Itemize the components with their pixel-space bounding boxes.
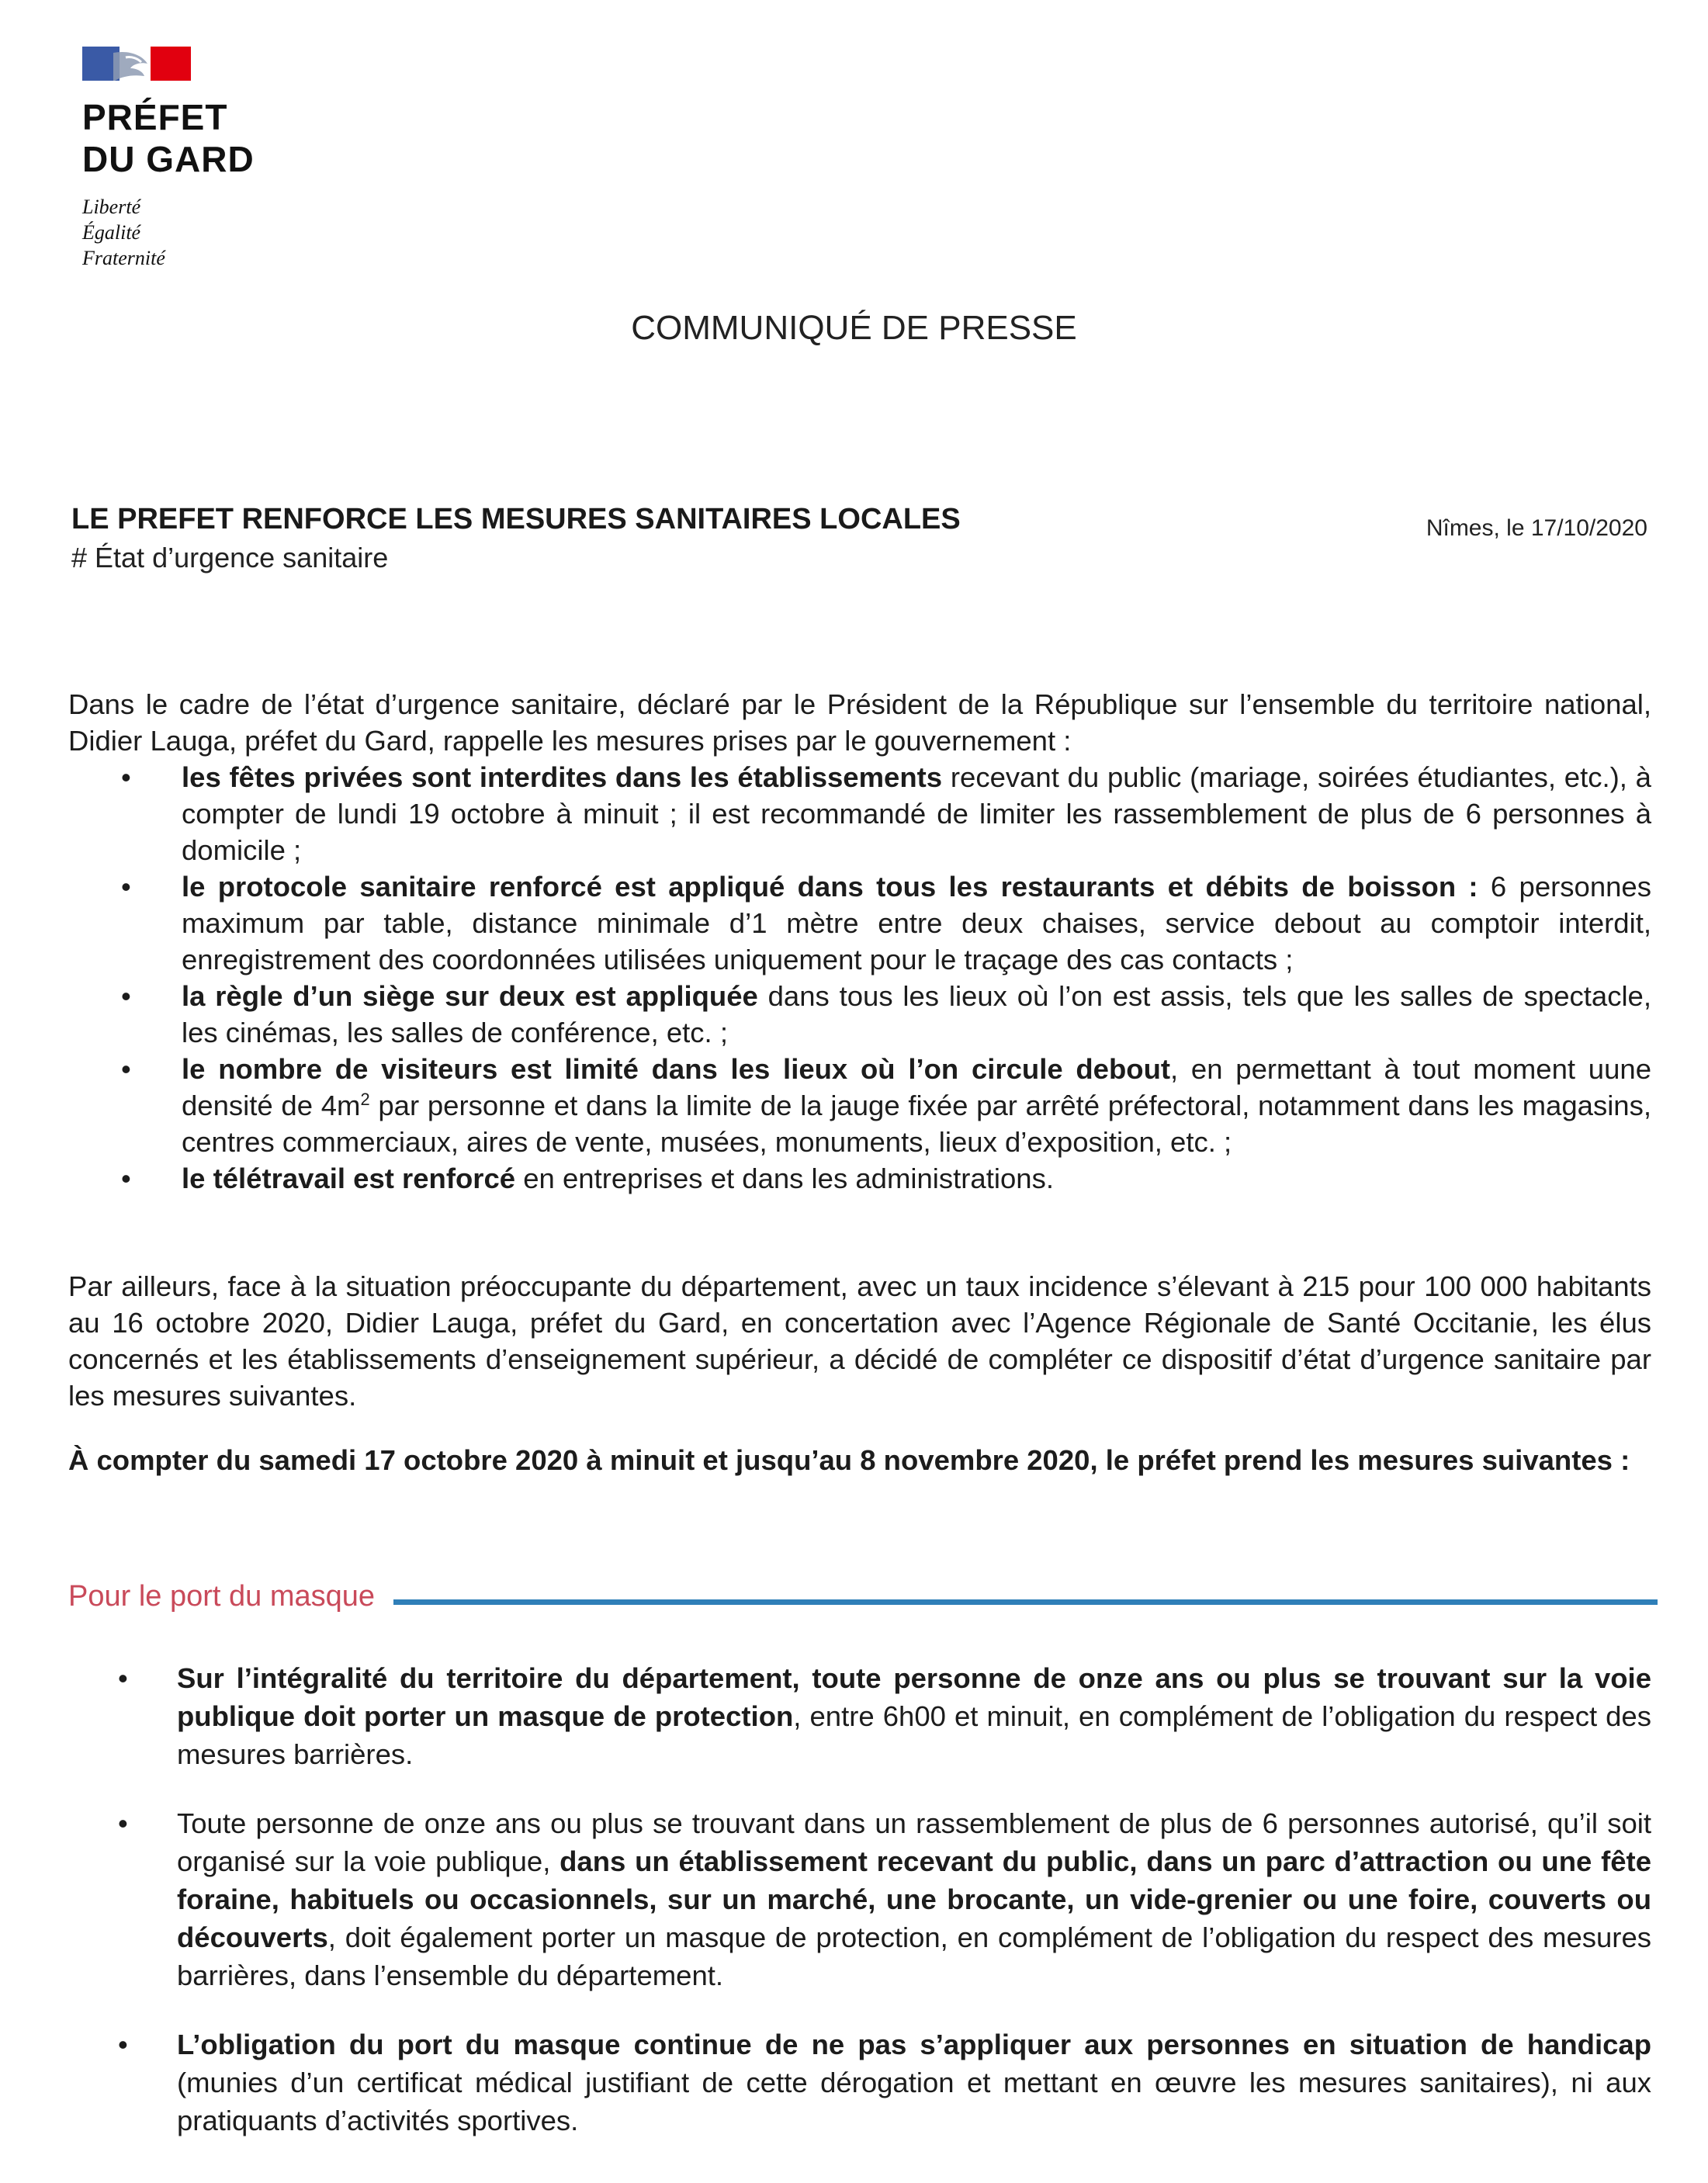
motto-fraternite: Fraternité	[82, 247, 165, 269]
measure-text: (munies d’un certificat médical justifiant de cette dérogation et mettant en œuvre les mesures sanitaires), ni aux pratiquants d’activités sportives.	[177, 2067, 1651, 2136]
document-title: COMMUNIQUÉ DE PRESSE	[631, 309, 1077, 347]
measure-bold: la règle d’un siège sur deux est appliquée	[182, 980, 758, 1012]
prefecture-logo	[82, 47, 255, 271]
section-heading-mask	[68, 1580, 1658, 1613]
decision-paragraph: À compter du samedi 17 octobre 2020 à minuit et jusqu’au 8 novembre 2020, le préfet prend les mesures suivantes :	[68, 1444, 1630, 1476]
section-heading-label: Pour le port du masque	[68, 1580, 376, 1613]
measure-text: recevant du public (mariage, soirées étudiantes, etc.), à compter de lundi 19 octobre à minuit ; il est recommandé de limiter les rassemblement de plus de 6 personnes à domicile ;	[182, 761, 1651, 866]
list-item	[68, 1051, 1651, 1160]
measure-text: 6 personnes maximum par table, distance minimale d’1 mètre entre deux chaises, service debout au comptoir interdit, enregistrement des coordonnées utilisées uniquement pour le traçage des cas contacts ;	[182, 871, 1651, 975]
measure-bold: dans un établissement recevant du public, dans un parc d’attraction ou une fête foraine, habituels ou occasionnels, sur un marché, une brocante, un vide-grenier ou une foire, couverts ou découverts	[177, 1845, 1651, 1953]
measure-bold: le télétravail est renforcé	[182, 1163, 516, 1194]
measure-bold: le nombre de visiteurs est limité dans les lieux où l’on circule debout	[182, 1053, 1171, 1085]
measure-bold: les fêtes privées sont interdites dans les établissements	[182, 761, 943, 793]
prefecture-name-line1: PRÉFET	[82, 97, 228, 137]
subheadline: # État d’urgence sanitaire	[71, 542, 389, 573]
measure-bold: L’obligation du port du masque continue de ne pas s’appliquer aux personnes en situation de handicap	[177, 2029, 1651, 2060]
superscript: 2	[360, 1089, 370, 1109]
context-paragraph: Par ailleurs, face à la situation préoccupante du département, avec un taux incidence s’élevant à 215 pour 100 000 habitants au 16 octobre 2020, Didier Lauga, préfet du Gard, en concertation avec l’Agence Régionale de Santé Occitanie, les élus concernés et les établissements d’enseignement supérieur, a décidé de compléter ce dispositif d’état d’urgence sanitaire par les mesures suivantes.	[68, 1270, 1651, 1412]
republic-motto	[82, 194, 255, 271]
dateline: Nîmes, le 17/10/2020	[1426, 515, 1647, 541]
intro-paragraph: Dans le cadre de l’état d’urgence sanitaire, déclaré par le Président de la République sur l’ensemble du territoire national, Didier Lauga, préfet du Gard, rappelle les mesures prises par le gouvernement :	[68, 688, 1651, 757]
measure-text: , doit également porter un masque de protection, en complément de l’obligation du respect des mesures barrières, dans l’ensemble du département.	[177, 1921, 1651, 1991]
list-item	[68, 1804, 1651, 1994]
list-item	[68, 759, 1651, 868]
mask-measures-list	[68, 1659, 1651, 2171]
government-measures-list	[68, 759, 1651, 1197]
measure-text: en entreprises et dans les administrations.	[515, 1163, 1054, 1194]
list-item	[68, 978, 1651, 1051]
measure-bold: Sur l’intégralité du territoire du département, toute personne de onze ans ou plus se trouvant sur la voie publique doit porter un masque de protection	[177, 1662, 1651, 1732]
headline: LE PREFET RENFORCE LES MESURES SANITAIRES LOCALES	[71, 503, 961, 535]
measure-text: , en permettant à tout moment uune densité de 4m	[182, 1053, 1651, 1121]
measure-text: dans tous les lieux où l’on est assis, tels que les salles de spectacle, les cinémas, les salles de conférence, etc. ;	[182, 980, 1652, 1048]
prefecture-name-line2: DU GARD	[82, 139, 255, 179]
motto-egalite: Égalité	[82, 221, 141, 244]
section-rule	[393, 1599, 1658, 1605]
list-item	[68, 2025, 1651, 2140]
measure-bold: le protocole sanitaire renforcé est appliqué dans tous les restaurants et débits de boisson :	[182, 871, 1478, 903]
measure-text: , entre 6h00 et minuit, en complément de l’obligation du respect des mesures barrières.	[177, 1700, 1651, 1770]
measure-text: par personne et dans la limite de la jauge fixée par arrêté préfectoral, notamment dans les magasins, centres commerciaux, aires de vente, musées, monuments, lieux d’exposition, etc. ;	[182, 1090, 1651, 1158]
measure-text: Toute personne de onze ans ou plus se trouvant dans un rassemblement de plus de 6 personnes autorisé, qu’il soit organisé sur la voie publique,	[177, 1807, 1651, 1877]
prefecture-name	[82, 96, 255, 180]
list-item	[68, 868, 1651, 978]
motto-liberte: Liberté	[82, 196, 141, 218]
marianne-flag-icon	[82, 47, 191, 81]
list-item	[68, 1160, 1651, 1197]
list-item	[68, 1659, 1651, 1773]
